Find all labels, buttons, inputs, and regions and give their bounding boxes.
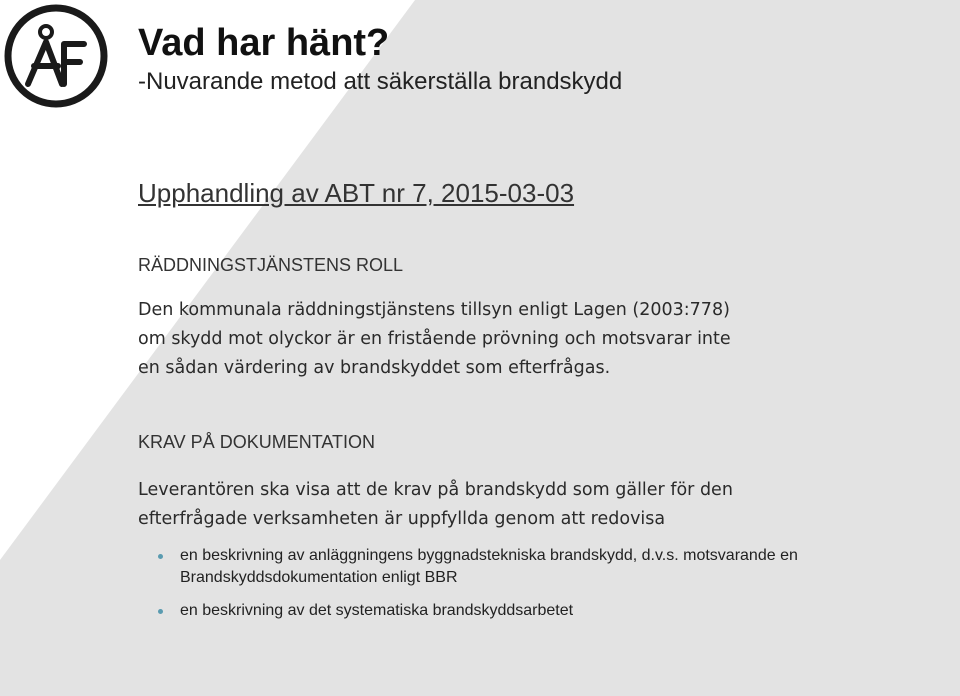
list-item bbox=[158, 600, 948, 622]
bullet-icon bbox=[158, 554, 163, 559]
section-label-documentation: KRAV PÅ DOKUMENTATION bbox=[138, 432, 376, 452]
list-item-line: Brandskyddsdokumentation enligt BBR bbox=[180, 569, 458, 586]
paragraph-line: om skydd mot olyckor är en fristående prövning och motsvarar inte bbox=[138, 329, 731, 349]
paragraph-line: en sådan värdering av brandskyddet som efterfrågas. bbox=[138, 358, 611, 378]
list-item-line: en beskrivning av anläggningens byggnadstekniska brandskydd, d.v.s. motsvarande en bbox=[180, 547, 798, 564]
procurement-heading: Upphandling av ABT nr 7, 2015-03-03 bbox=[138, 178, 575, 208]
list-item bbox=[158, 545, 948, 589]
paragraph-line: efterfrågade verksamheten är uppfyllda genom att redovisa bbox=[138, 509, 666, 529]
documentation-paragraph bbox=[138, 476, 938, 534]
paragraph-line: Leverantören ska visa att de krav på brandskydd som gäller för den bbox=[138, 480, 733, 500]
fire-service-paragraph bbox=[138, 296, 938, 383]
paragraph-line: Den kommunala räddningstjänstens tillsyn enligt Lagen (2003:778) bbox=[138, 300, 730, 320]
list-item-line: en beskrivning av det systematiska brandskyddsarbetet bbox=[180, 602, 574, 619]
af-logo bbox=[4, 4, 108, 108]
section-label-fire-service-role: RÄDDNINGSTJÄNSTENS ROLL bbox=[138, 255, 404, 275]
requirement-list bbox=[158, 545, 948, 633]
bullet-icon bbox=[158, 609, 163, 614]
page-title: Vad har hänt? bbox=[138, 22, 390, 64]
page-subtitle: -Nuvarande metod att säkerställa brandskydd bbox=[138, 68, 623, 95]
